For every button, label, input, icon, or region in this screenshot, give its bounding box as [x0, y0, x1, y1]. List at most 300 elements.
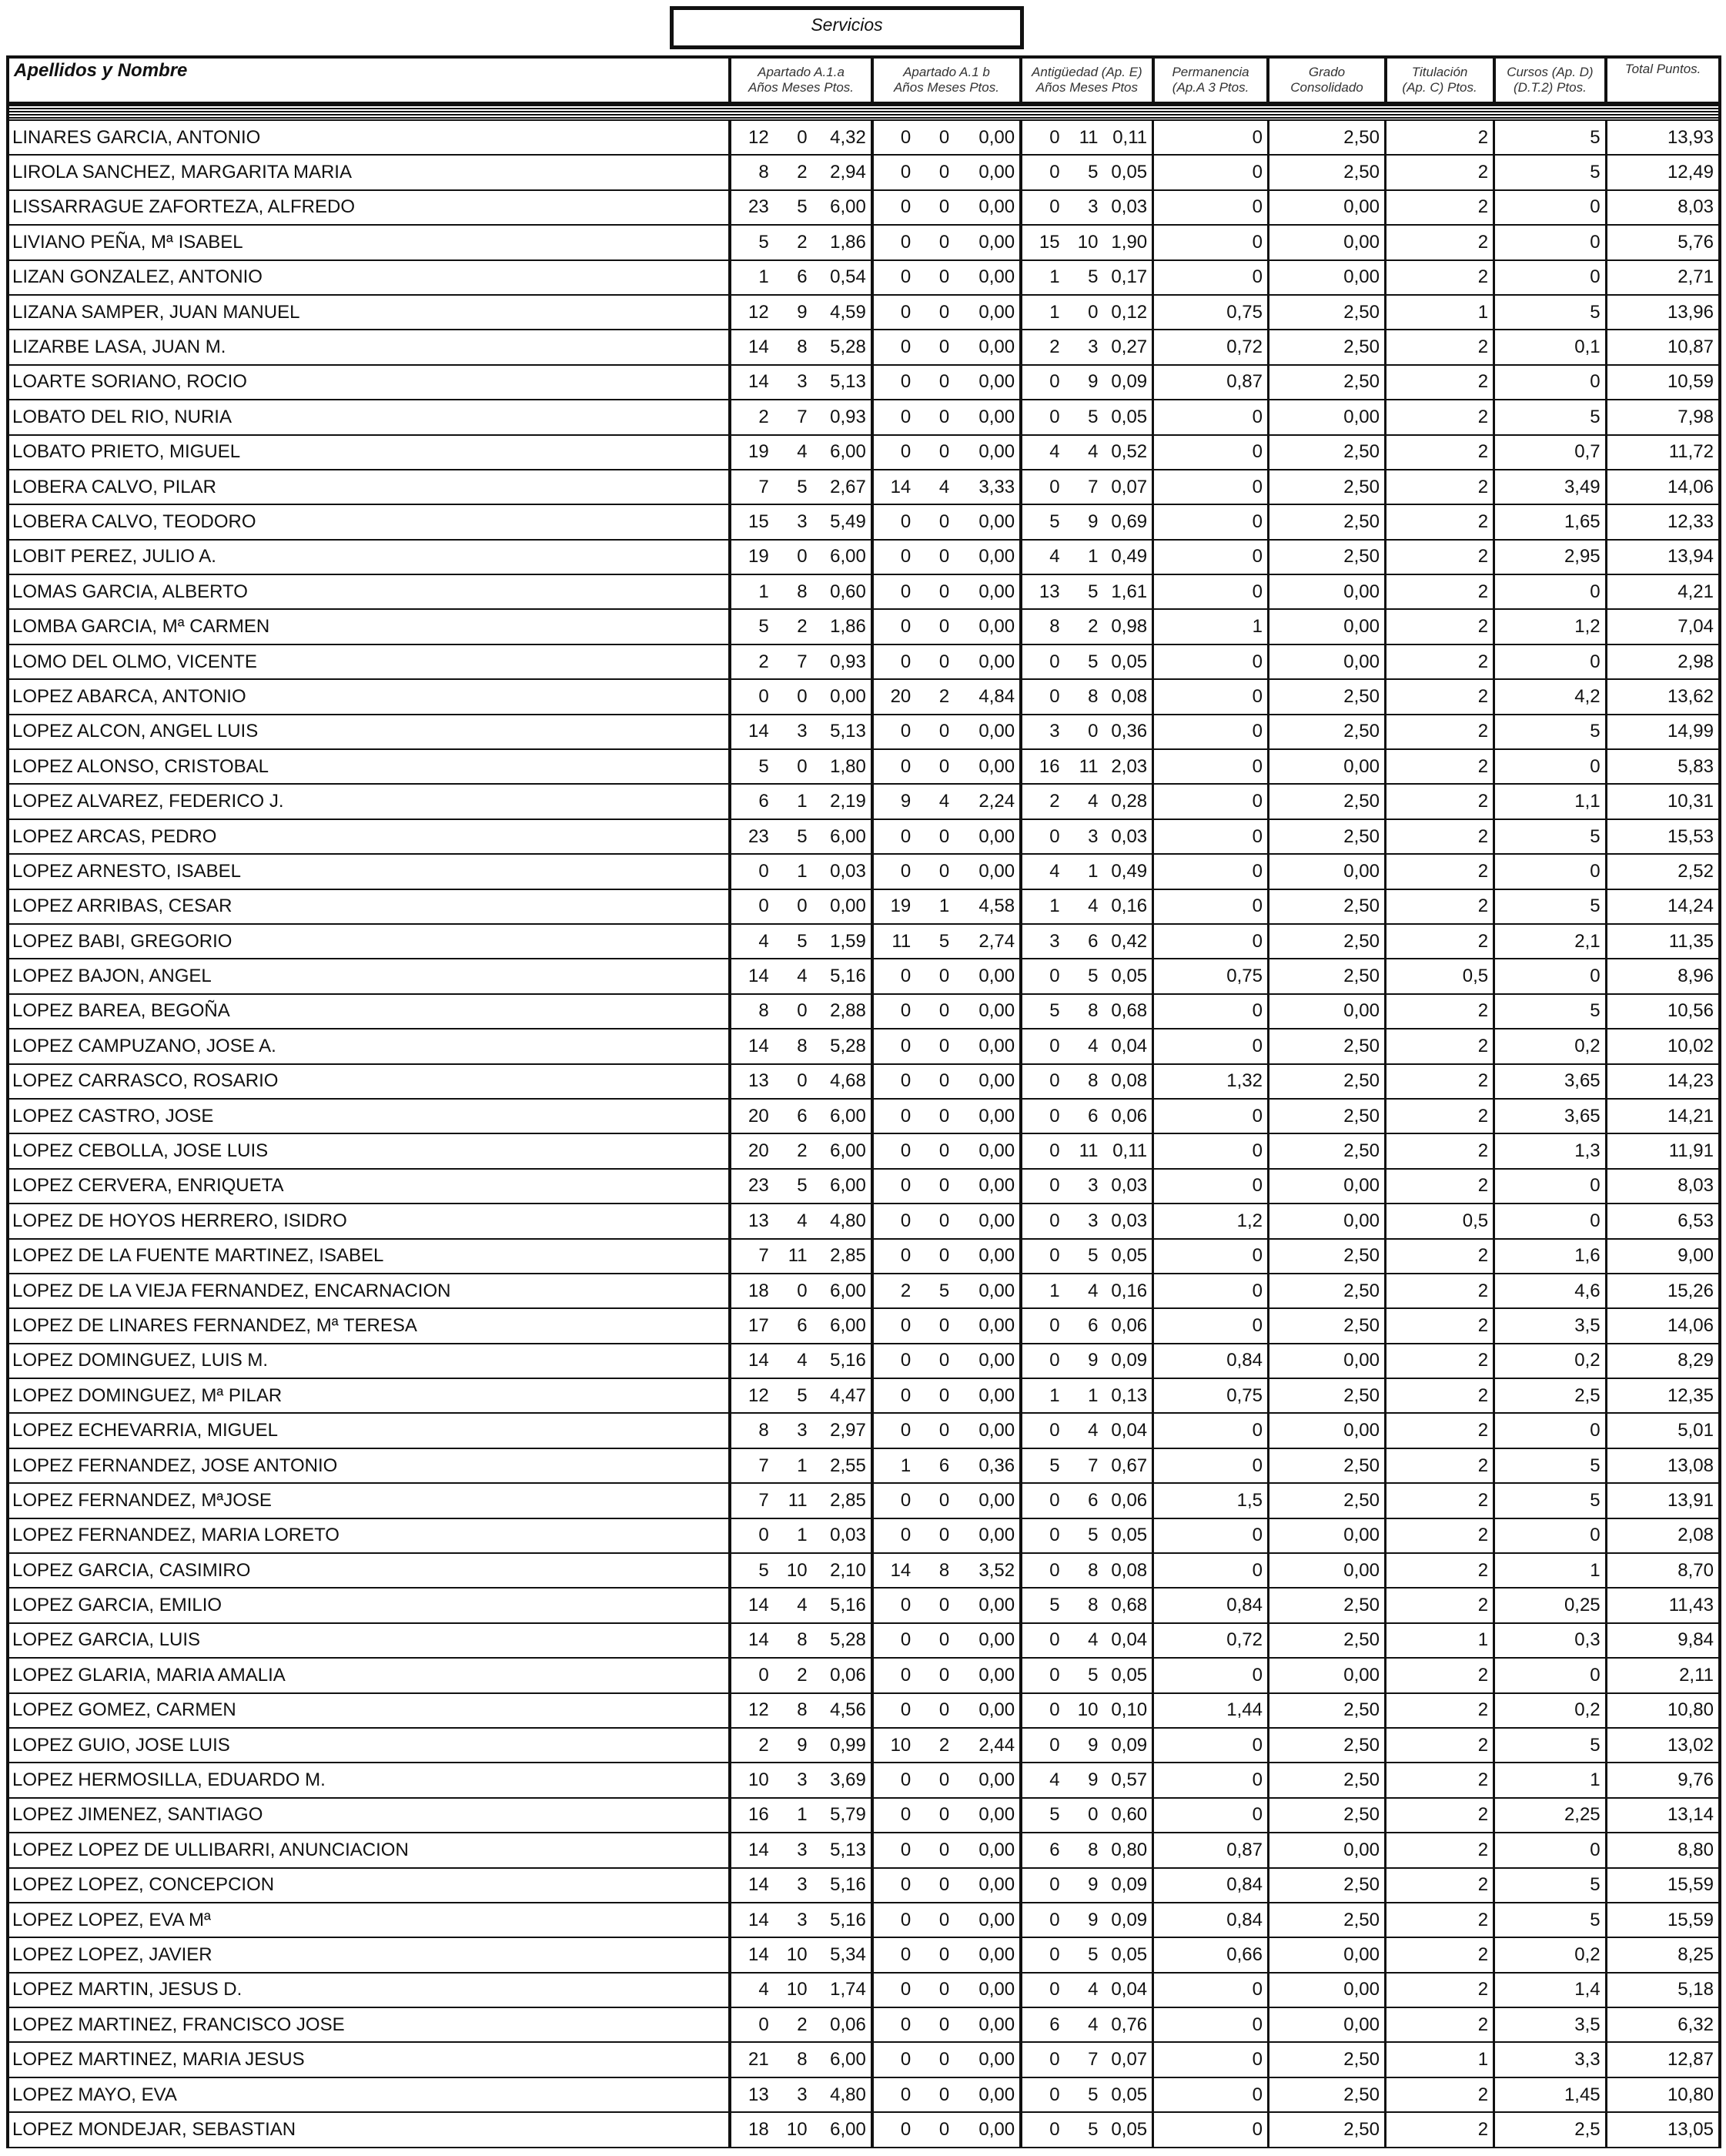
cell-a1a-ptos: 2,67	[812, 470, 872, 504]
table-row	[8, 1029, 1720, 1063]
cell-cursos: 5	[1494, 295, 1607, 330]
cell-antig-ptos: 0,05	[1103, 400, 1153, 434]
cell-total: 2,11	[1606, 1658, 1720, 1692]
cell-cursos: 0	[1494, 749, 1607, 784]
cell-a1b-ptos: 0,00	[954, 1274, 1021, 1308]
cell-titulacion: 2	[1386, 2007, 1494, 2042]
cell-a1b-ptos: 3,33	[954, 470, 1021, 504]
cell-a1a-anos: 12	[730, 120, 773, 155]
cell-antig-anos: 0	[1021, 2112, 1064, 2147]
cell-a1b-anos: 0	[872, 1483, 915, 1518]
cell-a1a-anos: 8	[730, 155, 773, 189]
cell-permanencia: 0	[1153, 225, 1269, 259]
cell-total: 2,98	[1606, 644, 1720, 679]
cell-titulacion: 2	[1386, 1903, 1494, 1937]
cell-a1a-meses: 3	[774, 1868, 812, 1903]
cell-titulacion: 2	[1386, 330, 1494, 364]
cell-antig-meses: 4	[1065, 1274, 1103, 1308]
cell-a1a-meses: 4	[774, 1588, 812, 1622]
cell-antig-ptos: 0,27	[1103, 330, 1153, 364]
cell-a1b-anos: 0	[872, 365, 915, 400]
cell-antig-anos: 0	[1021, 644, 1064, 679]
cell-grado: 2,50	[1268, 1448, 1385, 1483]
cell-name: LOPEZ DOMINGUEZ, Mª PILAR	[8, 1378, 730, 1413]
cell-permanencia: 0	[1153, 854, 1269, 889]
cell-a1a-meses: 3	[774, 2077, 812, 2112]
cell-a1b-anos: 0	[872, 715, 915, 749]
cell-a1a-anos: 5	[730, 1553, 773, 1588]
cell-antig-anos: 5	[1021, 1448, 1064, 1483]
cell-titulacion: 2	[1386, 889, 1494, 924]
cell-antig-ptos: 0,98	[1103, 609, 1153, 644]
cell-titulacion: 2	[1386, 784, 1494, 819]
cell-a1a-anos: 14	[730, 1344, 773, 1378]
cell-a1b-anos: 0	[872, 1868, 915, 1903]
cell-cursos: 1	[1494, 1553, 1607, 1588]
cell-a1a-anos: 7	[730, 1483, 773, 1518]
cell-a1b-ptos: 0,36	[954, 1448, 1021, 1483]
cell-total: 7,04	[1606, 609, 1720, 644]
cell-antig-anos: 1	[1021, 295, 1064, 330]
cell-permanencia: 0	[1153, 889, 1269, 924]
cell-a1a-ptos: 2,94	[812, 155, 872, 189]
cell-a1b-ptos: 0,00	[954, 994, 1021, 1029]
cell-a1a-anos: 13	[730, 2077, 773, 2112]
cell-a1a-anos: 19	[730, 540, 773, 574]
cell-a1a-ptos: 0,93	[812, 400, 872, 434]
cell-antig-anos: 0	[1021, 1728, 1064, 1763]
cell-a1b-anos: 0	[872, 1833, 915, 1867]
cell-a1b-meses: 2	[915, 1728, 954, 1763]
cell-antig-ptos: 1,90	[1103, 225, 1153, 259]
cell-antig-ptos: 0,80	[1103, 1833, 1153, 1867]
cell-total: 10,59	[1606, 365, 1720, 400]
cell-total: 9,84	[1606, 1623, 1720, 1658]
cell-antig-anos: 4	[1021, 854, 1064, 889]
cell-name: LOMBA GARCIA, Mª CARMEN	[8, 609, 730, 644]
cell-permanencia: 0,84	[1153, 1344, 1269, 1378]
cell-a1a-ptos: 1,80	[812, 749, 872, 784]
cell-cursos: 0	[1494, 1518, 1607, 1553]
cell-a1a-meses: 10	[774, 1973, 812, 2007]
cell-a1a-ptos: 3,69	[812, 1763, 872, 1797]
cell-total: 10,80	[1606, 2077, 1720, 2112]
cell-total: 6,32	[1606, 2007, 1720, 2042]
cell-grado: 2,50	[1268, 889, 1385, 924]
cell-a1b-ptos: 4,58	[954, 889, 1021, 924]
cell-grado: 0,00	[1268, 1553, 1385, 1588]
cell-a1a-meses: 0	[774, 749, 812, 784]
cell-permanencia: 0,84	[1153, 1868, 1269, 1903]
table-row	[8, 365, 1720, 400]
cell-a1a-meses: 1	[774, 854, 812, 889]
cell-a1b-meses: 0	[915, 2042, 954, 2077]
cell-a1b-meses: 0	[915, 190, 954, 225]
cell-a1a-anos: 17	[730, 1308, 773, 1343]
cell-name: LOPEZ BAREA, BEGOÑA	[8, 994, 730, 1029]
cell-permanencia: 0	[1153, 190, 1269, 225]
cell-total: 12,49	[1606, 155, 1720, 189]
cell-a1a-meses: 0	[774, 1064, 812, 1099]
cell-antig-meses: 9	[1065, 1728, 1103, 1763]
cell-a1a-ptos: 5,28	[812, 1029, 872, 1063]
cell-cursos: 2,1	[1494, 924, 1607, 959]
cell-antig-anos: 0	[1021, 1693, 1064, 1728]
cell-name: LOPEZ CEBOLLA, JOSE LUIS	[8, 1133, 730, 1168]
cell-name: LOPEZ GARCIA, LUIS	[8, 1623, 730, 1658]
cell-a1a-ptos: 1,74	[812, 1973, 872, 2007]
cell-antig-ptos: 0,07	[1103, 2042, 1153, 2077]
cell-a1a-meses: 0	[774, 994, 812, 1029]
cell-antig-meses: 6	[1065, 1308, 1103, 1343]
cell-permanencia: 0,66	[1153, 1937, 1269, 1972]
cell-total: 14,21	[1606, 1099, 1720, 1133]
cell-antig-ptos: 0,68	[1103, 1588, 1153, 1622]
cell-a1a-meses: 5	[774, 1169, 812, 1204]
cell-a1b-ptos: 0,00	[954, 540, 1021, 574]
cell-a1a-ptos: 2,55	[812, 1448, 872, 1483]
cell-a1b-meses: 0	[915, 574, 954, 609]
header-row	[8, 57, 1720, 103]
table-row	[8, 1274, 1720, 1308]
cell-antig-ptos: 0,17	[1103, 260, 1153, 295]
cell-antig-anos: 0	[1021, 1169, 1064, 1204]
col-header-cursos	[1494, 57, 1607, 103]
cell-cursos: 1,3	[1494, 1133, 1607, 1168]
cell-antig-ptos: 0,05	[1103, 644, 1153, 679]
cell-a1a-anos: 15	[730, 504, 773, 539]
cell-a1b-anos: 0	[872, 2077, 915, 2112]
table-row	[8, 749, 1720, 784]
cell-name: LOPEZ MAYO, EVA	[8, 2077, 730, 2112]
cell-a1b-anos: 2	[872, 1274, 915, 1308]
cell-titulacion: 2	[1386, 679, 1494, 714]
cell-permanencia: 0	[1153, 1239, 1269, 1274]
cell-permanencia: 0	[1153, 924, 1269, 959]
cell-titulacion: 2	[1386, 1553, 1494, 1588]
cell-a1a-ptos: 1,86	[812, 225, 872, 259]
cell-a1b-ptos: 0,00	[954, 400, 1021, 434]
cell-antig-ptos: 0,05	[1103, 1658, 1153, 1692]
cell-name: LOPEZ DE HOYOS HERRERO, ISIDRO	[8, 1204, 730, 1238]
table-row	[8, 1308, 1720, 1343]
cell-grado: 2,50	[1268, 2042, 1385, 2077]
cell-cursos: 1	[1494, 1763, 1607, 1797]
cell-a1a-meses: 6	[774, 1308, 812, 1343]
cell-a1b-anos: 0	[872, 1378, 915, 1413]
cell-a1b-meses: 0	[915, 540, 954, 574]
col-header-a1a-line1: Apartado A.1.a	[758, 65, 845, 79]
cell-antig-meses: 11	[1065, 120, 1103, 155]
cell-a1b-ptos: 0,00	[954, 1658, 1021, 1692]
cell-grado: 0,00	[1268, 400, 1385, 434]
cell-a1b-anos: 0	[872, 994, 915, 1029]
cell-name: LOPEZ GUIO, JOSE LUIS	[8, 1728, 730, 1763]
cell-titulacion: 2	[1386, 155, 1494, 189]
cell-permanencia: 0	[1153, 574, 1269, 609]
cell-antig-anos: 3	[1021, 924, 1064, 959]
cell-a1b-anos: 0	[872, 330, 915, 364]
cell-antig-meses: 7	[1065, 2042, 1103, 2077]
cell-total: 13,05	[1606, 2112, 1720, 2147]
cell-antig-meses: 4	[1065, 1413, 1103, 1448]
cell-a1b-ptos: 0,00	[954, 1344, 1021, 1378]
cell-a1b-ptos: 0,00	[954, 1064, 1021, 1099]
cell-name: LOPEZ GLARIA, MARIA AMALIA	[8, 1658, 730, 1692]
table-row	[8, 330, 1720, 364]
cell-grado: 2,50	[1268, 1763, 1385, 1797]
cell-antig-meses: 5	[1065, 1518, 1103, 1553]
cell-total: 9,76	[1606, 1763, 1720, 1797]
cell-a1b-anos: 0	[872, 435, 915, 470]
cell-a1a-meses: 4	[774, 435, 812, 470]
cell-a1a-meses: 1	[774, 784, 812, 819]
cell-cursos: 0	[1494, 260, 1607, 295]
table-row	[8, 679, 1720, 714]
cell-antig-ptos: 0,05	[1103, 2112, 1153, 2147]
table-row	[8, 1133, 1720, 1168]
cell-a1b-anos: 0	[872, 1308, 915, 1343]
cell-a1a-anos: 13	[730, 1064, 773, 1099]
cell-antig-ptos: 2,03	[1103, 749, 1153, 784]
table-row	[8, 1763, 1720, 1797]
cell-a1a-anos: 0	[730, 1518, 773, 1553]
cell-titulacion: 2	[1386, 644, 1494, 679]
cell-a1b-ptos: 0,00	[954, 1903, 1021, 1937]
cell-titulacion: 2	[1386, 1099, 1494, 1133]
cell-a1a-ptos: 5,28	[812, 1623, 872, 1658]
cell-a1b-meses: 5	[915, 1274, 954, 1308]
table-row	[8, 1588, 1720, 1622]
table-row	[8, 1658, 1720, 1692]
cell-a1b-ptos: 0,00	[954, 190, 1021, 225]
cell-cursos: 5	[1494, 1868, 1607, 1903]
cell-a1b-ptos: 0,00	[954, 644, 1021, 679]
cell-a1b-ptos: 0,00	[954, 1133, 1021, 1168]
cell-a1b-ptos: 0,00	[954, 1099, 1021, 1133]
cell-a1b-meses: 4	[915, 784, 954, 819]
cell-titulacion: 2	[1386, 2077, 1494, 2112]
cell-a1b-ptos: 0,00	[954, 260, 1021, 295]
cell-a1a-meses: 3	[774, 504, 812, 539]
cell-a1a-ptos: 2,97	[812, 1413, 872, 1448]
cell-antig-ptos: 0,08	[1103, 679, 1153, 714]
cell-antig-ptos: 0,09	[1103, 1344, 1153, 1378]
cell-titulacion: 2	[1386, 435, 1494, 470]
cell-cursos: 1,45	[1494, 2077, 1607, 2112]
cell-a1b-anos: 0	[872, 1763, 915, 1797]
cell-a1a-meses: 1	[774, 1448, 812, 1483]
cell-antig-ptos: 0,12	[1103, 295, 1153, 330]
cell-antig-meses: 4	[1065, 889, 1103, 924]
cell-grado: 2,50	[1268, 120, 1385, 155]
cell-antig-anos: 2	[1021, 330, 1064, 364]
cell-total: 14,06	[1606, 1308, 1720, 1343]
cell-a1b-anos: 10	[872, 1728, 915, 1763]
table-row	[8, 2112, 1720, 2147]
cell-a1a-ptos: 6,00	[812, 1133, 872, 1168]
col-header-antig-line2: Años Meses Ptos	[1035, 80, 1139, 95]
cell-permanencia: 0,72	[1153, 330, 1269, 364]
cell-a1a-anos: 23	[730, 190, 773, 225]
col-header-titulacion	[1386, 57, 1494, 103]
cell-a1a-anos: 14	[730, 715, 773, 749]
cell-a1b-ptos: 0,00	[954, 1413, 1021, 1448]
table-row	[8, 1064, 1720, 1099]
cell-a1b-anos: 0	[872, 2112, 915, 2147]
cell-cursos: 0	[1494, 225, 1607, 259]
cell-a1b-meses: 0	[915, 1973, 954, 2007]
cell-a1a-anos: 6	[730, 784, 773, 819]
cell-titulacion: 2	[1386, 1868, 1494, 1903]
cell-a1b-meses: 0	[915, 295, 954, 330]
cell-antig-ptos: 0,03	[1103, 1169, 1153, 1204]
col-header-permanencia	[1153, 57, 1269, 103]
cell-a1b-anos: 0	[872, 854, 915, 889]
cell-a1b-ptos: 2,44	[954, 1728, 1021, 1763]
cell-total: 13,91	[1606, 1483, 1720, 1518]
cell-grado: 0,00	[1268, 260, 1385, 295]
cell-permanencia: 0	[1153, 400, 1269, 434]
cell-antig-meses: 8	[1065, 1064, 1103, 1099]
table-row	[8, 120, 1720, 155]
cell-antig-meses: 1	[1065, 540, 1103, 574]
cell-a1a-anos: 0	[730, 889, 773, 924]
cell-a1b-meses: 0	[915, 330, 954, 364]
cell-cursos: 1,4	[1494, 1973, 1607, 2007]
cell-titulacion: 2	[1386, 365, 1494, 400]
cell-a1b-anos: 0	[872, 1204, 915, 1238]
cell-name: LOPEZ FERNANDEZ, MªJOSE	[8, 1483, 730, 1518]
cell-grado: 2,50	[1268, 540, 1385, 574]
cell-a1a-ptos: 6,00	[812, 540, 872, 574]
cell-antig-meses: 5	[1065, 959, 1103, 993]
col-header-titul-line1: Titulación	[1411, 65, 1468, 79]
cell-a1b-ptos: 0,00	[954, 1588, 1021, 1622]
cell-a1a-ptos: 4,47	[812, 1378, 872, 1413]
cell-grado: 2,50	[1268, 1274, 1385, 1308]
table-row	[8, 959, 1720, 993]
cell-antig-meses: 10	[1065, 225, 1103, 259]
cell-grado: 2,50	[1268, 1588, 1385, 1622]
cell-a1a-anos: 8	[730, 1413, 773, 1448]
cell-name: LOPEZ CASTRO, JOSE	[8, 1099, 730, 1133]
cell-grado: 2,50	[1268, 1903, 1385, 1937]
cell-cursos: 0	[1494, 1833, 1607, 1867]
cell-a1b-meses: 0	[915, 2112, 954, 2147]
cell-a1a-meses: 10	[774, 1553, 812, 1588]
cell-antig-anos: 0	[1021, 1623, 1064, 1658]
cell-a1a-anos: 2	[730, 644, 773, 679]
cell-name: LOBATO PRIETO, MIGUEL	[8, 435, 730, 470]
cell-titulacion: 1	[1386, 1623, 1494, 1658]
cell-antig-meses: 3	[1065, 330, 1103, 364]
cell-a1a-anos: 14	[730, 1937, 773, 1972]
cell-a1a-anos: 1	[730, 260, 773, 295]
cell-antig-anos: 16	[1021, 749, 1064, 784]
cell-titulacion: 2	[1386, 1973, 1494, 2007]
cell-permanencia: 0	[1153, 470, 1269, 504]
cell-a1a-ptos: 2,88	[812, 994, 872, 1029]
cell-a1a-ptos: 4,56	[812, 1693, 872, 1728]
cell-grado: 2,50	[1268, 1308, 1385, 1343]
cell-grado: 0,00	[1268, 225, 1385, 259]
cell-titulacion: 2	[1386, 1413, 1494, 1448]
cell-a1b-meses: 0	[915, 1099, 954, 1133]
cell-name: LOPEZ DE LA FUENTE MARTINEZ, ISABEL	[8, 1239, 730, 1274]
cell-a1a-meses: 7	[774, 400, 812, 434]
cell-permanencia: 1,5	[1153, 1483, 1269, 1518]
cell-total: 10,02	[1606, 1029, 1720, 1063]
cell-a1a-ptos: 6,00	[812, 2042, 872, 2077]
cell-a1a-ptos: 5,79	[812, 1798, 872, 1833]
cell-a1b-ptos: 0,00	[954, 330, 1021, 364]
cell-a1b-anos: 0	[872, 155, 915, 189]
cell-cursos: 0,25	[1494, 1588, 1607, 1622]
cell-a1b-ptos: 0,00	[954, 225, 1021, 259]
cell-antig-meses: 9	[1065, 1344, 1103, 1378]
cell-a1a-ptos: 6,00	[812, 1308, 872, 1343]
cell-a1b-meses: 0	[915, 1937, 954, 1972]
cell-antig-anos: 4	[1021, 1763, 1064, 1797]
cell-a1a-meses: 4	[774, 959, 812, 993]
cell-permanencia: 0	[1153, 260, 1269, 295]
cell-a1b-meses: 6	[915, 1448, 954, 1483]
cell-total: 10,56	[1606, 994, 1720, 1029]
cell-antig-meses: 5	[1065, 155, 1103, 189]
cell-antig-ptos: 0,06	[1103, 1099, 1153, 1133]
cell-cursos: 0	[1494, 1658, 1607, 1692]
cell-antig-meses: 5	[1065, 1937, 1103, 1972]
cell-a1b-meses: 0	[915, 1588, 954, 1622]
cell-a1a-meses: 10	[774, 2112, 812, 2147]
cell-total: 11,43	[1606, 1588, 1720, 1622]
cell-grado: 2,50	[1268, 819, 1385, 854]
cell-a1a-anos: 12	[730, 1693, 773, 1728]
cell-total: 8,70	[1606, 1553, 1720, 1588]
cell-antig-anos: 0	[1021, 679, 1064, 714]
cell-cursos: 3,65	[1494, 1099, 1607, 1133]
col-header-total	[1606, 57, 1720, 103]
cell-antig-ptos: 0,09	[1103, 1728, 1153, 1763]
cell-permanencia: 0	[1153, 1413, 1269, 1448]
cell-titulacion: 2	[1386, 609, 1494, 644]
cell-antig-ptos: 0,76	[1103, 2007, 1153, 2042]
cell-a1a-ptos: 1,86	[812, 609, 872, 644]
cell-permanencia: 0	[1153, 1099, 1269, 1133]
cell-a1b-anos: 0	[872, 1029, 915, 1063]
cell-permanencia: 0	[1153, 1518, 1269, 1553]
cell-a1b-ptos: 0,00	[954, 574, 1021, 609]
cell-grado: 2,50	[1268, 2077, 1385, 2112]
cell-a1a-meses: 9	[774, 1728, 812, 1763]
cell-a1b-meses: 0	[915, 1029, 954, 1063]
cell-permanencia: 0,87	[1153, 1833, 1269, 1867]
cell-total: 13,14	[1606, 1798, 1720, 1833]
servicios-header: Servicios	[670, 6, 1024, 49]
cell-a1b-meses: 0	[915, 1308, 954, 1343]
cell-titulacion: 2	[1386, 1308, 1494, 1343]
cell-antig-ptos: 0,04	[1103, 1029, 1153, 1063]
cell-a1a-anos: 14	[730, 1623, 773, 1658]
cell-antig-ptos: 0,09	[1103, 365, 1153, 400]
cell-total: 13,08	[1606, 1448, 1720, 1483]
cell-antig-ptos: 0,08	[1103, 1064, 1153, 1099]
cell-permanencia: 0	[1153, 1169, 1269, 1204]
cell-name: LOBERA CALVO, TEODORO	[8, 504, 730, 539]
cell-a1a-meses: 10	[774, 1937, 812, 1972]
cell-cursos: 0,2	[1494, 1029, 1607, 1063]
